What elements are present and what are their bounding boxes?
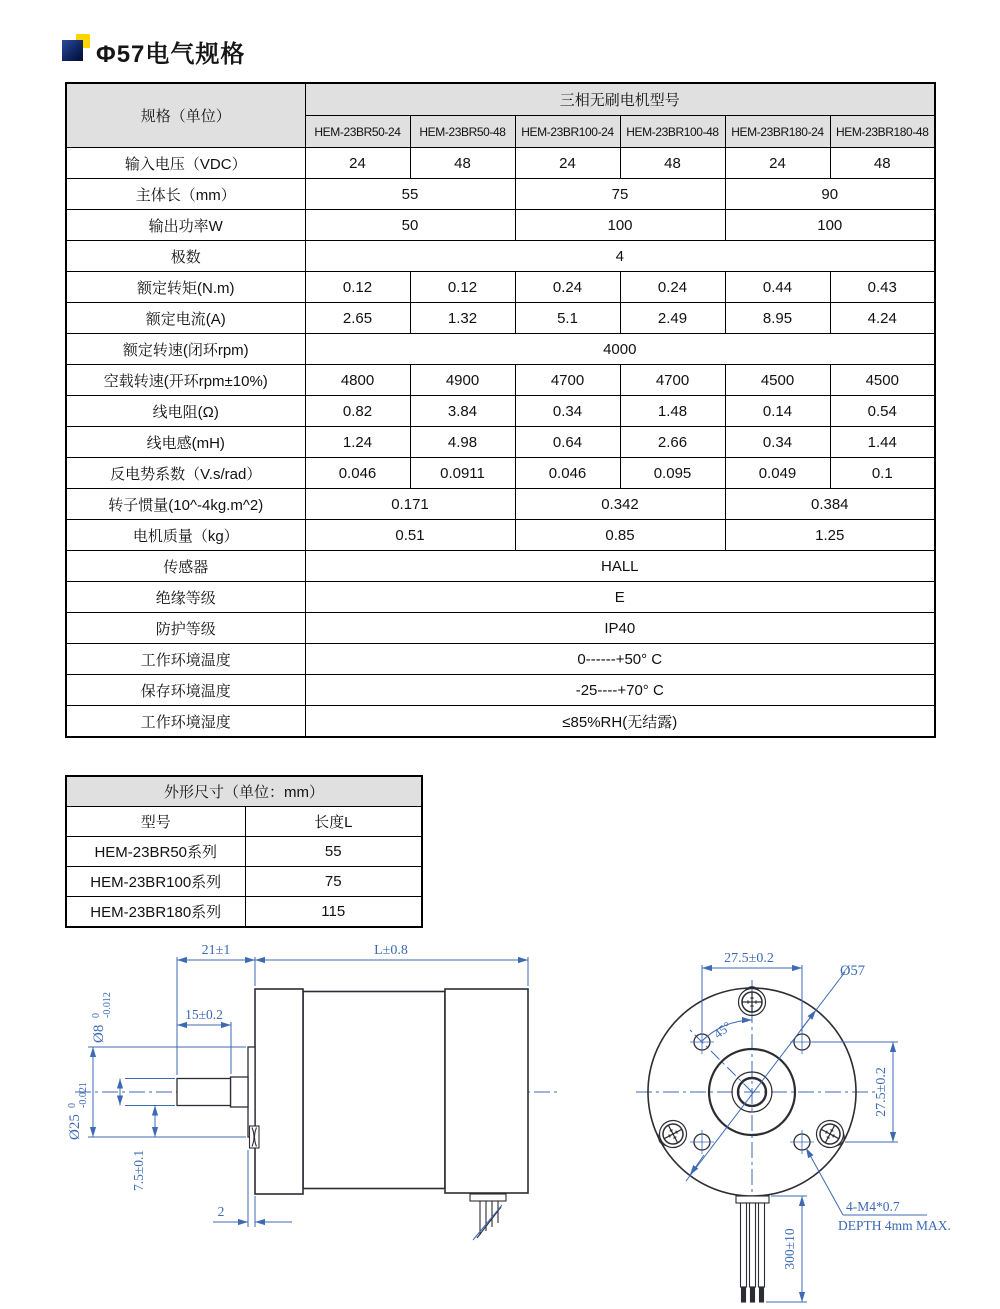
spec-cell: 0.049 bbox=[725, 458, 830, 489]
spec-cell: 4.98 bbox=[410, 427, 515, 458]
dimension-length-cell: 115 bbox=[245, 897, 422, 928]
spec-row bbox=[66, 489, 935, 520]
spec-cell: 4900 bbox=[410, 365, 515, 396]
spec-row bbox=[66, 365, 935, 396]
spec-cell: 1.48 bbox=[620, 396, 725, 427]
dimension-length-cell: 75 bbox=[245, 867, 422, 897]
spec-cell: IP40 bbox=[305, 613, 935, 644]
spec-cell: 4500 bbox=[725, 365, 830, 396]
pilot-boss bbox=[248, 1047, 255, 1137]
motor-shaft bbox=[177, 1079, 231, 1106]
spec-cell: 0.82 bbox=[305, 396, 410, 427]
rear-endcap bbox=[445, 989, 528, 1193]
spec-row-label: 空载转速(开环rpm±10%) bbox=[66, 365, 305, 396]
spec-row-label: 线电感(mH) bbox=[66, 427, 305, 458]
spec-cell: 4000 bbox=[305, 334, 935, 365]
dimension-model-cell: HEM-23BR180系列 bbox=[66, 897, 245, 928]
dim-wire-length-label: 300±10 bbox=[782, 1228, 797, 1270]
tap-spec-label: 4-M4*0.7 bbox=[846, 1199, 900, 1214]
spec-cell: 24 bbox=[305, 148, 410, 179]
spec-row-label: 额定电流(A) bbox=[66, 303, 305, 334]
spec-cell: 24 bbox=[725, 148, 830, 179]
spec-cell: 0.095 bbox=[620, 458, 725, 489]
dimension-table-title: 外形尺寸（单位：mm） bbox=[66, 776, 422, 807]
spec-cell: 0.43 bbox=[830, 272, 935, 303]
spec-model-header: HEM-23BR50-48 bbox=[410, 116, 515, 148]
spec-row-label: 输出功率W bbox=[66, 210, 305, 241]
spec-cell: 48 bbox=[620, 148, 725, 179]
spec-model-header: HEM-23BR180-24 bbox=[725, 116, 830, 148]
dim-screw-offset-label: 7.5±0.1 bbox=[131, 1149, 146, 1191]
spec-cell: 48 bbox=[410, 148, 515, 179]
spec-row-label: 绝缘等级 bbox=[66, 582, 305, 613]
dimension-row bbox=[66, 897, 422, 928]
spec-cell: 0.12 bbox=[305, 272, 410, 303]
spec-model-header: HEM-23BR100-24 bbox=[515, 116, 620, 148]
spec-cell: 2.66 bbox=[620, 427, 725, 458]
page-title: Φ57电气规格 bbox=[96, 41, 246, 68]
spec-cell: 0.24 bbox=[620, 272, 725, 303]
spec-corner-header: 规格（单位） bbox=[66, 83, 305, 148]
spec-cell: 0.34 bbox=[515, 396, 620, 427]
dim-outer-dia-label: Ø57 bbox=[840, 963, 865, 979]
spec-row bbox=[66, 303, 935, 334]
front-lead-wires bbox=[736, 1196, 769, 1302]
spec-model-header: HEM-23BR180-48 bbox=[830, 116, 935, 148]
spec-row-label: 电机质量（kg） bbox=[66, 520, 305, 551]
spec-cell: 1.24 bbox=[305, 427, 410, 458]
dimension-length-cell: 55 bbox=[245, 837, 422, 867]
spec-cell: 1.44 bbox=[830, 427, 935, 458]
spec-row bbox=[66, 427, 935, 458]
spec-cell: 55 bbox=[305, 179, 515, 210]
spec-cell: 0.1 bbox=[830, 458, 935, 489]
spec-cell: 0.54 bbox=[830, 396, 935, 427]
spec-cell: 4 bbox=[305, 241, 935, 272]
dimension-row bbox=[66, 867, 422, 897]
spec-cell: 2.49 bbox=[620, 303, 725, 334]
spec-cell: -25----+70° C bbox=[305, 675, 935, 706]
spec-cell: 8.95 bbox=[725, 303, 830, 334]
spec-row bbox=[66, 644, 935, 675]
spec-table-body bbox=[66, 148, 935, 738]
dim-shaft-dia-label: Ø80-0.012 bbox=[91, 992, 113, 1043]
spec-row-label: 主体长（mm） bbox=[66, 179, 305, 210]
spec-cell: 4700 bbox=[620, 365, 725, 396]
dim-angle-label: 45° bbox=[710, 1018, 735, 1042]
spec-cell: 2.65 bbox=[305, 303, 410, 334]
spec-cell: 90 bbox=[725, 179, 935, 210]
dimension-table bbox=[65, 775, 423, 928]
spec-cell: 0.24 bbox=[515, 272, 620, 303]
front-view-dimensions bbox=[686, 965, 927, 1302]
spec-cell: 100 bbox=[725, 210, 935, 241]
motor-body bbox=[303, 992, 445, 1189]
spec-cell: 1.25 bbox=[725, 520, 935, 551]
spec-row-label: 转子惯量(10^-4kg.m^2) bbox=[66, 489, 305, 520]
spec-row bbox=[66, 272, 935, 303]
spec-cell: 0.342 bbox=[515, 489, 725, 520]
spec-row bbox=[66, 582, 935, 613]
spec-row-label: 额定转速(闭环rpm) bbox=[66, 334, 305, 365]
spec-row-label: 传感器 bbox=[66, 551, 305, 582]
dim-boss-dia-label: Ø250-0.021 bbox=[67, 1082, 89, 1140]
assembly-screw-bottom-left bbox=[653, 1116, 691, 1153]
front-flange bbox=[255, 989, 303, 1194]
motor-front-view bbox=[636, 980, 876, 1302]
flange-screw bbox=[250, 1126, 260, 1148]
spec-cell: 0.046 bbox=[305, 458, 410, 489]
spec-row-label: 输入电压（VDC） bbox=[66, 148, 305, 179]
spec-model-header: HEM-23BR50-24 bbox=[305, 116, 410, 148]
spec-cell: 1.32 bbox=[410, 303, 515, 334]
spec-cell: 5.1 bbox=[515, 303, 620, 334]
motor-drawings bbox=[0, 935, 1000, 1309]
dimension-col-length: 长度L bbox=[245, 807, 422, 837]
spec-row-label: 极数 bbox=[66, 241, 305, 272]
spec-cell: HALL bbox=[305, 551, 935, 582]
dim-hole-spacing-h-label: 27.5±0.2 bbox=[724, 951, 774, 966]
spec-row-label: 反电势系数（V.s/rad） bbox=[66, 458, 305, 489]
spec-row bbox=[66, 241, 935, 272]
spec-cell: 3.84 bbox=[410, 396, 515, 427]
assembly-screw-bottom-right bbox=[812, 1116, 850, 1153]
spec-cell: 0.64 bbox=[515, 427, 620, 458]
spec-row bbox=[66, 613, 935, 644]
spec-cell: 4700 bbox=[515, 365, 620, 396]
spec-cell: 48 bbox=[830, 148, 935, 179]
spec-row-label: 工作环境温度 bbox=[66, 644, 305, 675]
spec-table bbox=[65, 82, 936, 738]
spec-row bbox=[66, 210, 935, 241]
spec-cell: 75 bbox=[515, 179, 725, 210]
spec-row bbox=[66, 148, 935, 179]
dimension-model-cell: HEM-23BR50系列 bbox=[66, 837, 245, 867]
spec-cell: 0.384 bbox=[725, 489, 935, 520]
spec-cell: 100 bbox=[515, 210, 725, 241]
spec-cell: 0.14 bbox=[725, 396, 830, 427]
motor-side-view bbox=[75, 989, 558, 1240]
spec-cell: 0.44 bbox=[725, 272, 830, 303]
spec-cell: 0------+50° C bbox=[305, 644, 935, 675]
spec-row bbox=[66, 551, 935, 582]
spec-row-label: 线电阻(Ω) bbox=[66, 396, 305, 427]
spec-cell: 0.34 bbox=[725, 427, 830, 458]
title-bullet-navy-icon bbox=[62, 40, 83, 61]
spec-group-header: 三相无刷电机型号 bbox=[305, 83, 935, 116]
spec-row bbox=[66, 396, 935, 427]
spec-cell: 0.12 bbox=[410, 272, 515, 303]
dim-protrusion-label: 21±1 bbox=[201, 943, 231, 958]
spec-row bbox=[66, 675, 935, 706]
tap-depth-label: DEPTH 4mm MAX. bbox=[838, 1218, 951, 1233]
spec-row bbox=[66, 520, 935, 551]
dimension-row bbox=[66, 837, 422, 867]
spec-cell: 0.046 bbox=[515, 458, 620, 489]
spec-row bbox=[66, 179, 935, 210]
dimension-model-cell: HEM-23BR100系列 bbox=[66, 867, 245, 897]
shaft-step bbox=[231, 1077, 249, 1107]
spec-row-label: 保存环境温度 bbox=[66, 675, 305, 706]
side-cable bbox=[470, 1194, 506, 1240]
spec-row-label: 额定转矩(N.m) bbox=[66, 272, 305, 303]
spec-row-label: 工作环境湿度 bbox=[66, 706, 305, 738]
spec-cell: 0.51 bbox=[305, 520, 515, 551]
spec-cell: 24 bbox=[515, 148, 620, 179]
spec-cell: E bbox=[305, 582, 935, 613]
spec-cell: 4500 bbox=[830, 365, 935, 396]
dimension-col-model: 型号 bbox=[66, 807, 245, 837]
dim-boss-thickness-label: 2 bbox=[217, 1204, 225, 1219]
spec-cell: 4.24 bbox=[830, 303, 935, 334]
dimension-table-body bbox=[66, 837, 422, 928]
spec-row bbox=[66, 458, 935, 489]
spec-row bbox=[66, 334, 935, 365]
spec-cell: 0.171 bbox=[305, 489, 515, 520]
dim-shaft-length-label: 15±0.2 bbox=[185, 1007, 223, 1022]
spec-cell: ≤85%RH(无结露) bbox=[305, 706, 935, 738]
spec-row-label: 防护等级 bbox=[66, 613, 305, 644]
spec-cell: 50 bbox=[305, 210, 515, 241]
spec-model-header: HEM-23BR100-48 bbox=[620, 116, 725, 148]
dim-length-label: L±0.8 bbox=[374, 943, 408, 958]
spec-row bbox=[66, 706, 935, 738]
dim-hole-spacing-v-label: 27.5±0.2 bbox=[874, 1067, 889, 1117]
spec-cell: 0.0911 bbox=[410, 458, 515, 489]
spec-cell: 0.85 bbox=[515, 520, 725, 551]
spec-cell: 4800 bbox=[305, 365, 410, 396]
